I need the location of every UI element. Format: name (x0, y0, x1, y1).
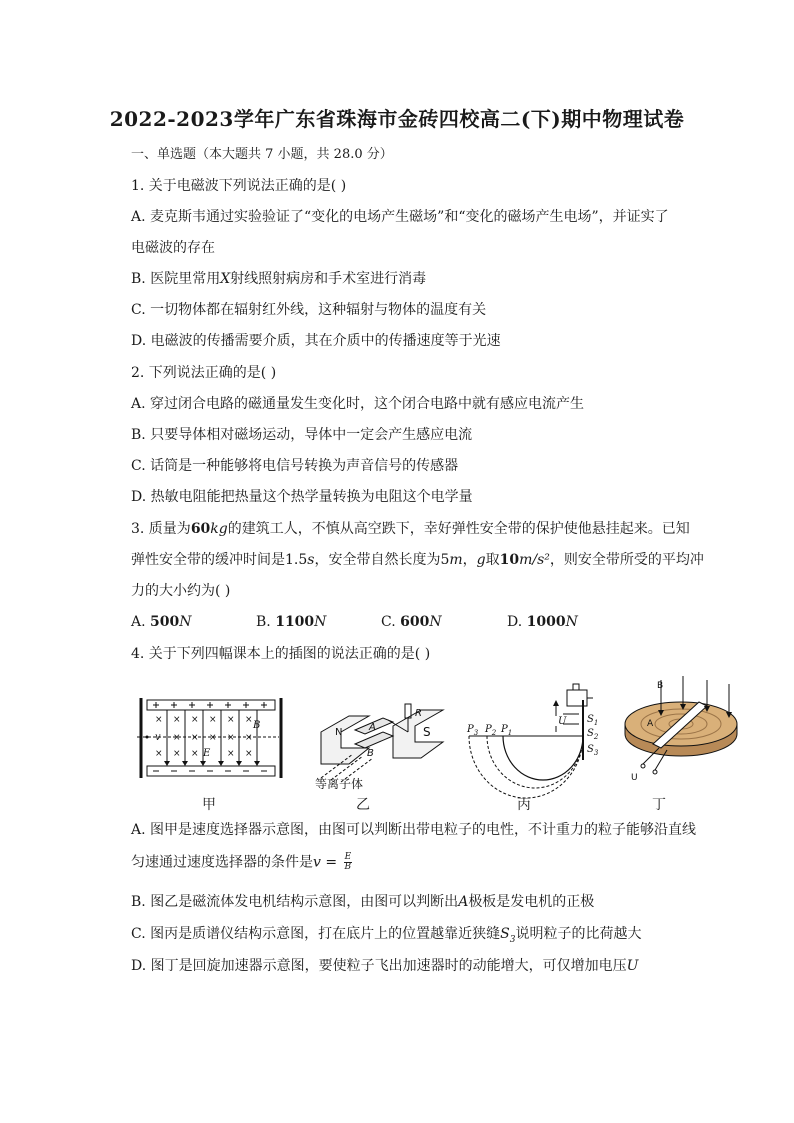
q3-stem-line1: 3. 质量为60kg的建筑工人，不慎从高空跌下，幸好弹性安全带的保护使他悬挂起来。已知 (131, 521, 690, 537)
q3-option-d: D. 1000N (507, 614, 578, 630)
svg-text:A: A (647, 719, 654, 729)
section-heading: 一、单选题（本大题共 7 小题，共 28.0 分） (131, 147, 393, 162)
svg-text:×: × (173, 749, 181, 759)
svg-text:×: × (227, 715, 235, 725)
svg-text:S2: $S_2$ (587, 728, 599, 741)
q1-option-d: D. 电磁波的传播需要介质，其在介质中的传播速度等于光速 (131, 333, 501, 349)
q3-option-b: B. 1100N (256, 614, 327, 630)
svg-text:E: E (203, 748, 211, 759)
svg-text:×: × (191, 715, 199, 725)
q1-option-a: A. 麦克斯韦通过实验验证了“变化的电场产生磁场”和“变化的磁场产生电场”，并证实了 (131, 209, 669, 225)
q2-option-c: C. 话筒是一种能够将电信号转换为声音信号的传感器 (131, 458, 459, 474)
svg-text:×: × (227, 749, 235, 759)
svg-text:B: B (253, 720, 261, 731)
q3-stem-line3: 力的大小约为( ) (131, 583, 231, 599)
q4-stem: 4. 关于下列四幅课本上的插图的说法正确的是( ) (131, 646, 431, 662)
q2-option-b: B. 只要导体相对磁场运动，导体中一定会产生感应电流 (131, 427, 473, 443)
svg-text:×: × (209, 715, 217, 725)
q1-option-c: C. 一切物体都在辐射红外线，这种辐射与物体的温度有关 (131, 302, 487, 318)
svg-text:S1: $S_1$ (587, 714, 599, 727)
svg-text:×: × (155, 715, 163, 725)
q1-option-b: B. 医院里常用X射线照射病房和手术室进行消毒 (131, 271, 427, 287)
svg-text:×: × (191, 733, 199, 743)
svg-text:U: U (631, 773, 638, 783)
page-title: 2022-2023学年广东省珠海市金砖四校高二(下)期中物理试卷 (109, 107, 685, 131)
svg-text:B: B (367, 748, 374, 759)
figure-bing-mass-spectrometer (466, 684, 599, 798)
q2-option-a: A. 穿过闭合电路的磁通量发生变化时，这个闭合电路中就有感应电流产生 (131, 396, 585, 412)
svg-text:×: × (209, 733, 217, 743)
svg-text:v: v (155, 732, 161, 743)
svg-text:×: × (245, 733, 253, 743)
svg-text:U: U (558, 716, 567, 727)
svg-text:×: × (227, 733, 235, 743)
q3-option-a: A. 500N (131, 614, 192, 630)
caption-yi: 乙 (356, 797, 370, 813)
q4-option-c: C. 图丙是质谱仪结构示意图，打在底片上的位置越靠近狭缝$S_3$说明粒子的比荷越大 (131, 926, 642, 945)
figure-yi-mhd-generator (315, 704, 443, 791)
fraction-e-over-b: $\frac{E}{B}$ (344, 852, 352, 872)
svg-text:P3: $P_3$ (467, 724, 479, 737)
q3-options (131, 613, 578, 631)
q4-figures (131, 670, 751, 818)
q2-option-d: D. 热敏电阻能把热量这个热学量转换为电阻这个电学量 (131, 489, 473, 505)
svg-text:等离子体: 等离子体 (315, 777, 364, 791)
svg-text:A: A (369, 722, 376, 733)
svg-text:×: × (245, 715, 253, 725)
caption-ding: 丁 (652, 797, 666, 813)
q3-option-c: C. 600N (381, 614, 442, 630)
svg-text:S3: $S_3$ (587, 744, 599, 757)
svg-text:P2: $P_2$ (485, 724, 497, 737)
figure-jia-velocity-selector (137, 698, 281, 778)
svg-text:R: R (415, 708, 422, 719)
svg-text:N: N (335, 727, 343, 738)
q4-option-a: A. 图甲是速度选择器示意图，由图可以判断出带电粒子的电性，不计重力的粒子能够沿直线 (131, 822, 697, 838)
figure-ding-cyclotron (625, 676, 737, 783)
caption-jia: 甲 (202, 797, 216, 813)
svg-text:S: S (423, 725, 431, 739)
caption-bing: 丙 (517, 797, 531, 813)
q2-stem: 2. 下列说法正确的是( ) (131, 365, 277, 381)
q4-option-d: D. 图丁是回旋加速器示意图，要使粒子飞出加速器时的动能增大，可仅增加电压U (131, 958, 639, 974)
q1-stem: 1. 关于电磁波下列说法正确的是( ) (131, 178, 347, 194)
q4-option-b: B. 图乙是磁流体发电机结构示意图，由图可以判断出A极板是发电机的正极 (131, 894, 595, 910)
svg-text:×: × (173, 715, 181, 725)
svg-text:×: × (155, 749, 163, 759)
svg-text:P1: $P_1$ (501, 724, 513, 737)
q3-stem-line2: 弹性安全带的缓冲时间是1.5s，安全带自然长度为5m，g取10m/s²，则安全带所受的平均冲 (131, 552, 704, 568)
q4-option-a-cont: 匀速通过速度选择器的条件是v = $\frac{E}{B}$ (131, 852, 352, 872)
svg-text:×: × (245, 749, 253, 759)
svg-text:×: × (173, 733, 181, 743)
svg-text:B: B (657, 681, 664, 691)
svg-text:×: × (191, 749, 199, 759)
q1-option-a-cont: 电磁波的存在 (131, 240, 215, 256)
